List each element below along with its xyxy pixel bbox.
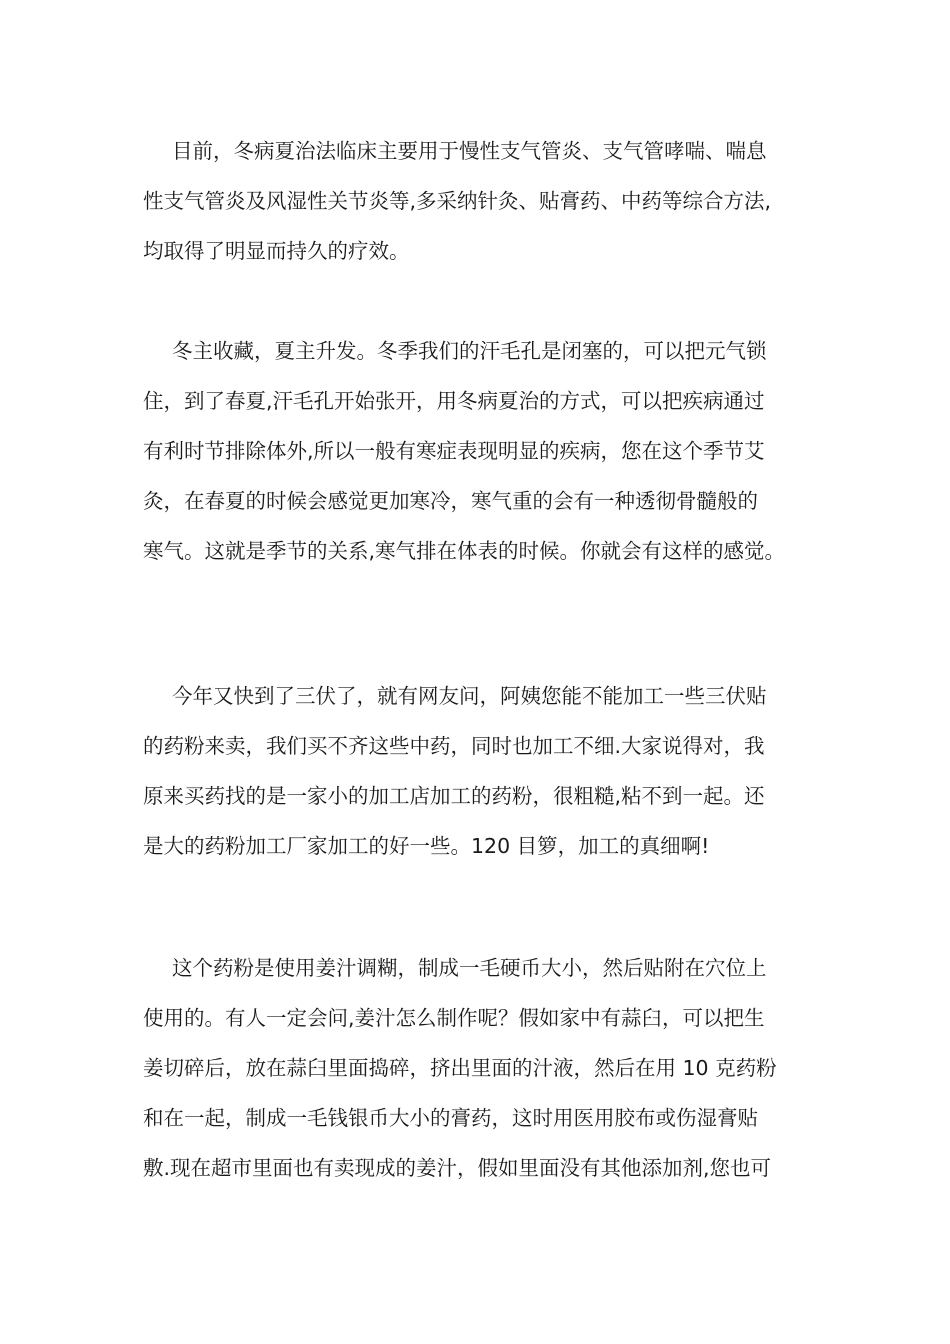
paragraph-4 xyxy=(143,943,823,1193)
text-line: 使用的。有人一定会问,姜汁怎么制作呢？假如家中有蒜臼，可以把生 xyxy=(143,1006,765,1030)
text-line: 姜切碎后，放在蒜臼里面捣碎，挤出里面的汁液，然后在用 10 克药粉 xyxy=(143,1056,777,1080)
text-line: 的药粉来卖，我们买不齐这些中药，同时也加工不细.大家说得对，我 xyxy=(143,734,765,758)
text-line: 灸，在春夏的时候会感觉更加寒冷，寒气重的会有一种透彻骨髓般的 xyxy=(143,489,758,513)
text-line: 寒气。这就是季节的关系,寒气排在体表的时候。你就会有这样的感觉。 xyxy=(143,539,786,563)
text-line: 今年又快到了三伏了，就有网友问，阿姨您能不能加工一些三伏贴 xyxy=(172,684,767,708)
text-line: 这个药粉是使用姜汁调糊，制成一毛硬币大小，然后贴附在穴位上 xyxy=(172,956,767,980)
text-line: 均取得了明显而持久的疗效。 xyxy=(143,239,410,263)
text-line: 有利时节排除体外,所以一般有寒症表现明显的疾病，您在这个季节艾 xyxy=(143,439,765,463)
text-line: 住，到了春夏,汗毛孔开始张开，用冬病夏治的方式，可以把疾病通过 xyxy=(143,389,765,413)
text-line: 敷.现在超市里面也有卖现成的姜汁，假如里面没有其他添加剂,您也可 xyxy=(143,1156,772,1180)
text-line: 原来买药找的是一家小的加工店加工的药粉，很粗糙,粘不到一起。还 xyxy=(143,784,765,808)
paragraph-1 xyxy=(143,126,823,276)
paragraph-2 xyxy=(143,326,823,576)
text-line: 冬主收藏，夏主升发。冬季我们的汗毛孔是闭塞的，可以把元气锁 xyxy=(172,339,767,363)
text-line: 和在一起，制成一毛钱银币大小的膏药，这时用医用胶布或伤湿膏贴 xyxy=(143,1106,758,1130)
paragraph-3 xyxy=(143,671,823,871)
text-line: 性支气管炎及风湿性关节炎等,多采纳针灸、贴膏药、中药等综合方法, xyxy=(143,189,772,213)
text-line: 是大的药粉加工厂家加工的好一些。120 目箩，加工的真细啊! xyxy=(143,834,710,858)
text-line: 目前，冬病夏治法临床主要用于慢性支气管炎、支气管哮喘、喘息 xyxy=(172,139,767,163)
